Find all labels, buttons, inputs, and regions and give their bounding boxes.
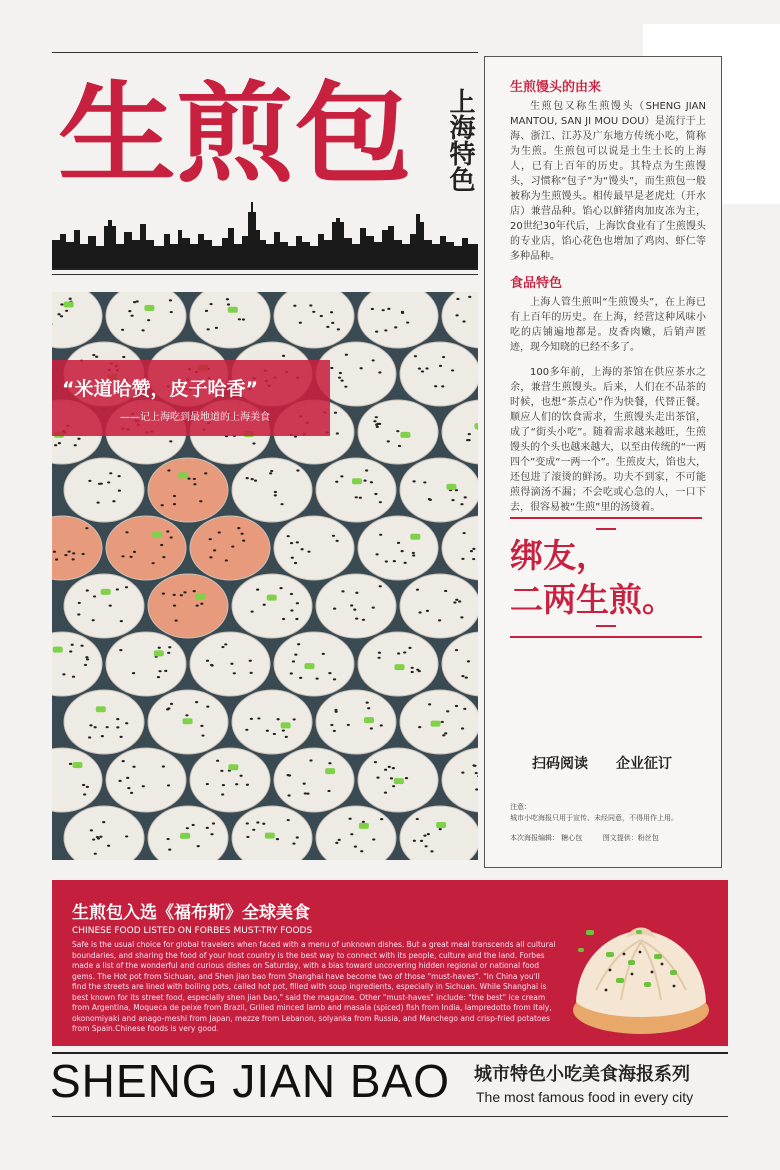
bun	[232, 458, 312, 522]
slogan-rule-top	[510, 517, 702, 519]
subscribe-button[interactable]: 企业征订	[616, 756, 672, 772]
bun	[274, 748, 354, 812]
slogan-line-2: 二两生煎。	[510, 580, 675, 619]
bun	[358, 516, 438, 580]
bun	[400, 342, 478, 406]
section-heading-origin: 生煎馒头的由来	[510, 80, 602, 95]
section-body-features-2: 100多年前，上海的茶馆在供应茶水之余，兼营生煎馒头。后来，人们在不品茶的时候，也想“茶点心”作为快餐，代替正餐。顺应人们的饮食需求，生煎馒头走出茶馆，成了“街头小吃”。随着需求越来越旺，生煎馒头的个头也越来越大，以至由传统的“一两四个”变成“一两一个”。生煎皮大，馅也大，还包进了滚烫的鲜汤。功夫不到家，不可能煎得滴汤不漏；不会吃或心急的人，一口下去，很容易被“生煎”里的汤烫着。	[510, 367, 706, 513]
title-rule	[52, 268, 478, 270]
bun	[148, 574, 228, 638]
bun	[358, 748, 438, 812]
banner-subtitle: CHINESE FOOD LISTED ON FORBES MUST-TRY FOODS	[72, 926, 313, 936]
bun	[106, 632, 186, 696]
title-rule-thin	[52, 274, 478, 275]
bun	[190, 748, 270, 812]
top-rule	[52, 52, 478, 53]
bun	[274, 632, 354, 696]
bun	[400, 458, 478, 522]
skyline-graphic	[52, 200, 478, 268]
bun	[148, 690, 228, 754]
banner-title: 生煎包入选《福布斯》全球美食	[72, 903, 310, 923]
bun	[232, 574, 312, 638]
bun	[106, 516, 186, 580]
bun	[358, 632, 438, 696]
notes-label: 注意：	[510, 803, 531, 811]
bun	[232, 690, 312, 754]
bun	[316, 574, 396, 638]
slogan-line-1: 绑友，	[510, 536, 609, 575]
slogan-rule-bottom-2	[596, 625, 616, 627]
notes-text: 城市小吃海报只用于宣传、未经同意，不得用作上用。	[510, 814, 678, 822]
bun	[148, 458, 228, 522]
bun	[106, 748, 186, 812]
page-title: 生煎包	[58, 70, 413, 198]
scan-read-button[interactable]: 扫码阅读	[532, 756, 588, 772]
bun	[358, 400, 438, 464]
notes-image-credit: 图文提供：粉丝包	[602, 834, 659, 842]
slogan-rule-top-2	[596, 528, 616, 530]
bun	[400, 690, 478, 754]
notes-editor: 本次海报编辑： 糖心包	[510, 834, 583, 842]
bun	[274, 516, 354, 580]
bun	[64, 458, 144, 522]
side-title: 上海特色	[445, 88, 475, 192]
bun-illustration	[566, 890, 716, 1040]
quote-sub: ——记上海吃到最地道的上海美食	[120, 412, 270, 423]
notes-block	[510, 802, 710, 844]
bun	[190, 632, 270, 696]
footer-rule-bottom	[52, 1116, 728, 1117]
bun	[64, 574, 144, 638]
notes-credits	[510, 833, 710, 844]
quote-main: “米道哈赞，皮子哈香”	[62, 378, 258, 400]
bun	[316, 690, 396, 754]
banner-body: Safe is the usual choice for global travelers when faced with a menu of unknown dishes. But a great meal transcends all cultural boundaries, and sharing the food of your host country is the best way to connect with its people, culture and the land. Forbes made a list of the wonderful and curious dishes on Saturday, with a bias toward uncovering hidden regional or national food gems. The Hot pot from Sichuan, and Shen jian bao from Shanghai have become two of those "must-haves". "In China you'll find the streets are lined with boiling pots, called hot pot, filled with soup ingredients, especially in Sichuan. While Shanghai is best known for its street food, especially shen jian bao," said the magazine. Other "must-haves" include: "the best" ice cream from Argentina, Moqueca de peixe from Brazil, Grilled minced lamb and masala (spiced) fish from India, lampredotto from Italy, okonomiyaki and anago-meshi from Japan, mezze from Lebanon, solyanka from Russia, and Manchego and crisp-fried potatoes from Spain.Chinese foods is very good.	[72, 940, 556, 1033]
bun	[64, 690, 144, 754]
article-text	[510, 76, 706, 515]
slogan	[510, 534, 675, 622]
series-title-cn: 城市特色小吃美食海报系列	[474, 1064, 690, 1085]
bun	[316, 458, 396, 522]
section-body-features-1: 上海人管生煎叫“生煎馒头”，在上海已有上百年的历史。在上海，经营这种风味小吃的店铺遍地都是。皮香肉嫩，后销声匿迹，现今知晓的已经不多了。	[510, 297, 706, 353]
bun	[190, 516, 270, 580]
section-body-origin: 生煎包又称生煎馒头（SHENG JIAN MANTOU, SAN JI MOU DOU）是流行于上海、浙江、江苏及广东地方传统小吃，简称为生煎。生煎包可以说是土生土长的上海人，已有上百年的历史。其特点为生煎馒头，习惯称“包子”为“馒头”，而生煎包一般被称为生煎馒头。相传最早是老虎灶（开水店）兼营品种。馅心以鲜猪肉加皮冻为主，20世纪30年代后，上海饮食业有了生煎馒头的专业店，馅心花色也增加了鸡肉、虾仁等多种品种。	[510, 101, 706, 262]
series-title-en: The most famous food in every city	[476, 1089, 694, 1105]
bun	[400, 574, 478, 638]
slogan-rule-bottom	[510, 636, 702, 638]
section-heading-features: 食品特色	[510, 276, 563, 291]
english-title: SHENG JIAN BAO	[50, 1055, 450, 1107]
